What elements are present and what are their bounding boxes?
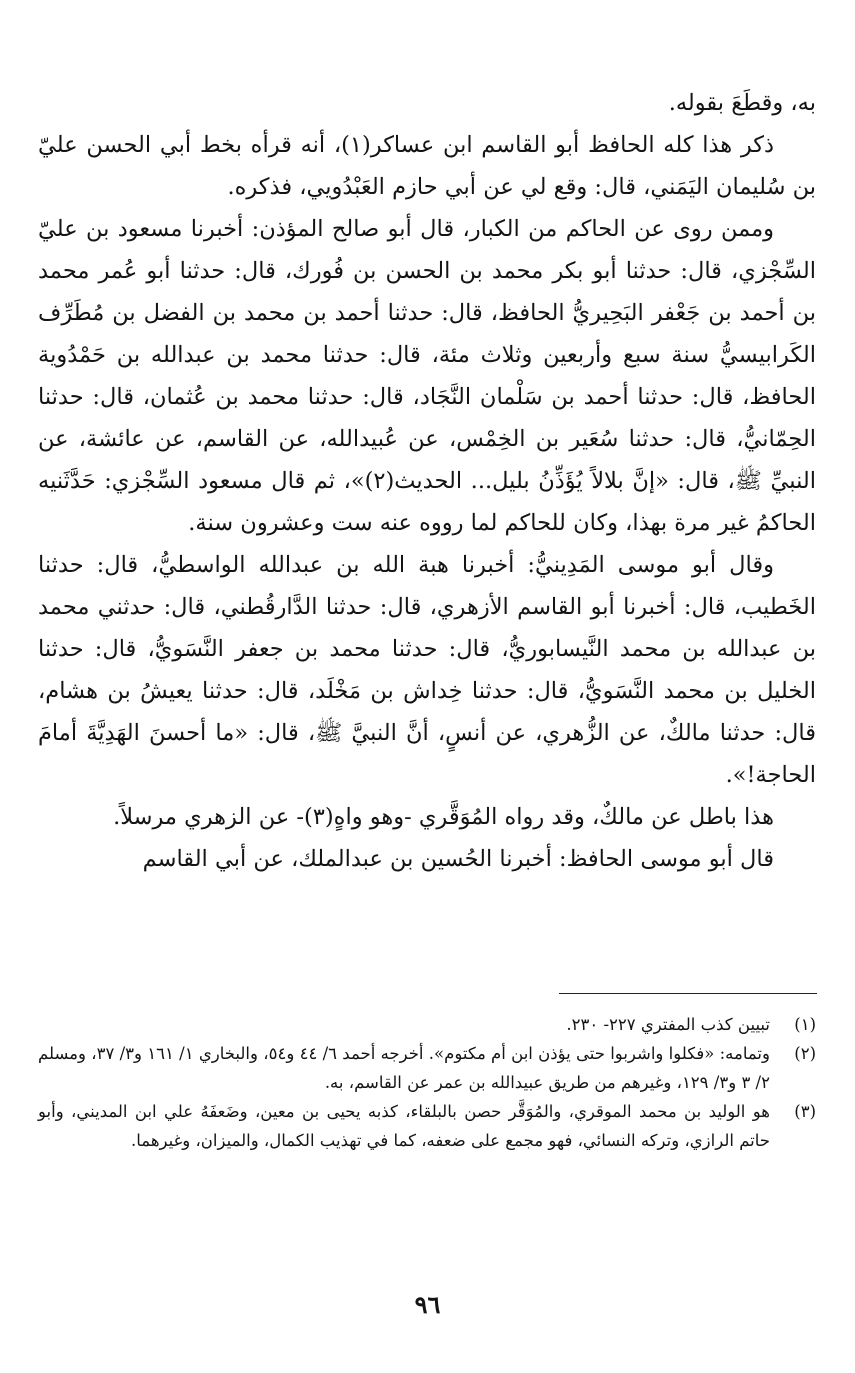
footnote-text: وتمامه: «فكلوا واشربوا حتى يؤذن ابن أم مكتوم». أخرجه أحمد ٦/ ٤٤ و٥٤، والبخاري ١/ ١٦١ و٣/ ٣٧، ومسلم ٢/ ٣ و٣/ ١٢٩، وغيرهم من طريق عبيدالله بن عمر عن القاسم، به. bbox=[38, 1044, 770, 1092]
footnote-number: (١) bbox=[794, 1015, 816, 1034]
paragraph-4: وقال أبو موسى المَدِينيُّ: أخبرنا هبة الله بن عبدالله الواسطيُّ، قال: حدثنا الخَطيب، قال: أخبرنا أبو القاسم الأزهري، قال: حدثنا الدَّارقُطني، قال: حدثني محمد بن عبدالله بن محمد النَّيسابوريُّ، قال: حدثنا محمد بن جعفر النَّسَويُّ، قال: حدثنا الخليل بن محمد النَّسَويُّ، قال: حدثنا خِداش بن مَخْلَد، قال: حدثنا يعيشُ بن هشام، قال: حدثنا مالكٌ، عن الزُّهري، عن أنسٍ، أنَّ النبيَّ ﷺ، قال: «ما أحسنَ الهَدِيَّةَ أمامَ الحاجة!». bbox=[38, 552, 816, 788]
footnote-2 bbox=[38, 1039, 816, 1097]
footnote-3 bbox=[38, 1097, 816, 1155]
footnote-text: تبيين كذب المفتري ٢٢٧- ٢٣٠. bbox=[566, 1015, 770, 1034]
page-body bbox=[38, 82, 816, 880]
footnote-text: هو الوليد بن محمد الموقري، والمُوَقَّر حصن بالبلقاء، كذبه يحيى بن معين، وضَعفَهُ علي ابن المديني، وأبو حاتم الرازي، وتركه النسائي، فهو مجمع على ضعفه، كما في تهذيب الكمال، والميزان، وغيرهما. bbox=[38, 1102, 770, 1150]
footnotes bbox=[38, 1010, 816, 1155]
paragraph-3: وممن روى عن الحاكم من الكبار، قال أبو صالح المؤذن: أخبرنا مسعود بن عليّ السِّجْزي، قال: حدثنا أبو بكر محمد بن الحسن بن فُورك، قال: حدثنا أبو عُمر محمد بن أحمد بن جَعْفر البَحِيريُّ الحافظ، قال: حدثنا أحمد بن محمد بن الفضل بن مُطَرِّف الكَرابيسيُّ سنة سبع وأربعين وثلاث مئة، قال: حدثنا محمد بن عبدالله بن حَمْدُوية الحافظ، قال: حدثنا أحمد بن سَلْمان النَّجَاد، قال: حدثنا محمد بن عُثمان، قال: حدثنا الحِمّانيُّ، قال: حدثنا سُعَير بن الخِمْس، عن عُبيدالله، عن القاسم، عن عائشة، عن النبيِّ ﷺ، قال: «إنَّ بلالاً يُؤَذِّنُ بليل... الحديث(٢)»، ثم قال مسعود السِّجْزي: حَدَّثَنيه الحاكمُ غير مرة بهذا، وكان للحاكم لما رووه عنه ست وعشرون سنة. bbox=[38, 216, 816, 536]
paragraph-1: به، وقطَعَ بقوله. bbox=[668, 90, 816, 116]
paragraph-6: قال أبو موسى الحافظ: أخبرنا الحُسين بن عبدالملك، عن أبي القاسم bbox=[142, 846, 774, 872]
paragraph-5: هذا باطل عن مالكٌ، وقد رواه المُوَقَّري -وهو واهٍ(٣)- عن الزهري مرسلاً. bbox=[113, 804, 774, 830]
paragraph-2: ذكر هذا كله الحافظ أبو القاسم ابن عساكر(١)، أنه قرأه بخط أبي الحسن عليّ بن سُليمان اليَمَني، قال: وقع لي عن أبي حازم العَبْدُويي، فذكره. bbox=[38, 132, 816, 200]
footnote-number: (٣) bbox=[794, 1102, 816, 1121]
footnote-separator bbox=[559, 993, 817, 994]
main-text bbox=[38, 82, 816, 880]
footnote-number: (٢) bbox=[794, 1044, 816, 1063]
footnote-1 bbox=[38, 1010, 816, 1039]
page-number: ٩٦ bbox=[414, 1290, 441, 1319]
